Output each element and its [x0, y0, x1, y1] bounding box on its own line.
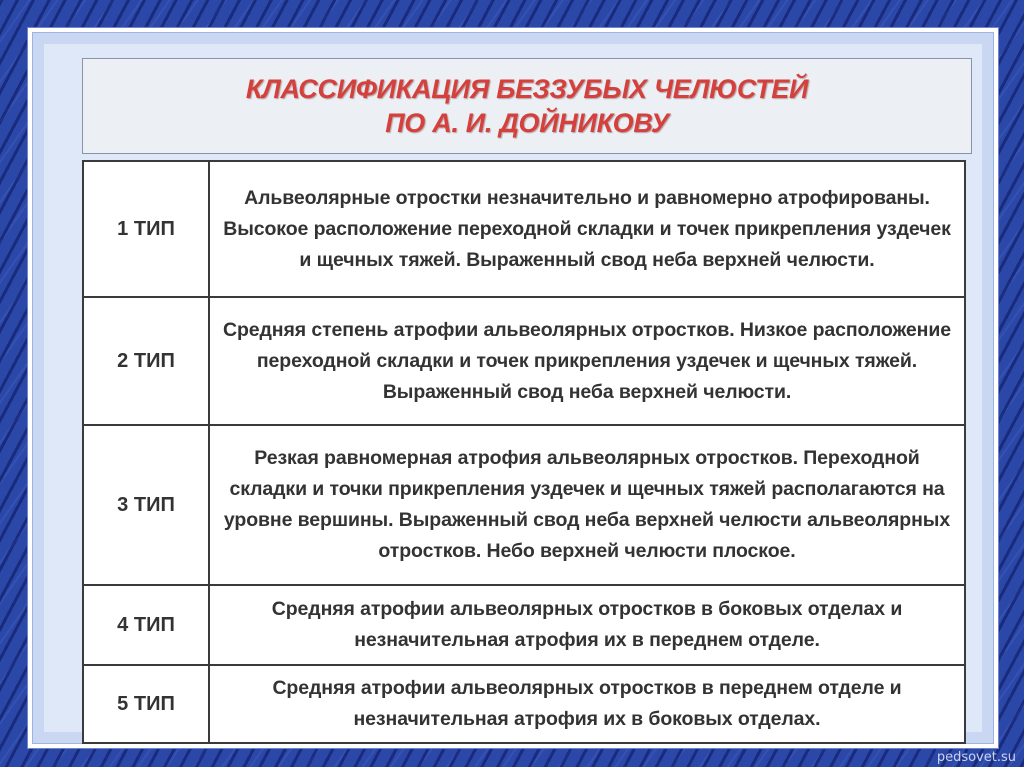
- type-label: 4 ТИП: [83, 585, 209, 665]
- title-line-2: ПО А. И. ДОЙНИКОВУ: [385, 108, 669, 138]
- type-description: Средняя атрофии альвеолярных отростков в переднем отделе и незначительная атрофия их в боковых отделах.: [209, 665, 965, 743]
- slide-frame: [28, 28, 998, 748]
- type-description: Альвеолярные отростки незначительно и равномерно атрофированы. Высокое расположение переходной складки и точек прикрепления уздечек и щечных тяжей. Выраженный свод неба верхней челюсти.: [209, 161, 965, 297]
- type-description: Средняя атрофии альвеолярных отростков в боковых отделах и незначительная атрофия их в переднем отделе.: [209, 585, 965, 665]
- slide-content: [44, 44, 982, 732]
- type-label: 1 ТИП: [83, 161, 209, 297]
- table-row: [83, 161, 965, 297]
- table-row: [83, 665, 965, 743]
- type-label: 5 ТИП: [83, 665, 209, 743]
- type-label: 2 ТИП: [83, 297, 209, 425]
- type-label: 3 ТИП: [83, 425, 209, 585]
- title-box: [82, 58, 972, 154]
- title-line-1: КЛАССИФИКАЦИЯ БЕЗЗУБЫХ ЧЕЛЮСТЕЙ: [245, 74, 809, 104]
- type-description: Резкая равномерная атрофия альвеолярных отростков. Переходной складки и точки прикрепления уздечек и щечных тяжей располагаются на уровне вершины. Выраженный свод неба верхней челюсти альвеолярных отростков. Небо верхней челюсти плоское.: [209, 425, 965, 585]
- table-row: [83, 585, 965, 665]
- table-row: [83, 425, 965, 585]
- classification-table: [82, 160, 966, 744]
- type-description: Средняя степень атрофии альвеолярных отростков. Низкое расположение переходной складки и точек прикрепления уздечек и щечных тяжей. Выраженный свод неба верхней челюсти.: [209, 297, 965, 425]
- watermark: pedsovet.su: [936, 750, 1016, 765]
- table-row: [83, 297, 965, 425]
